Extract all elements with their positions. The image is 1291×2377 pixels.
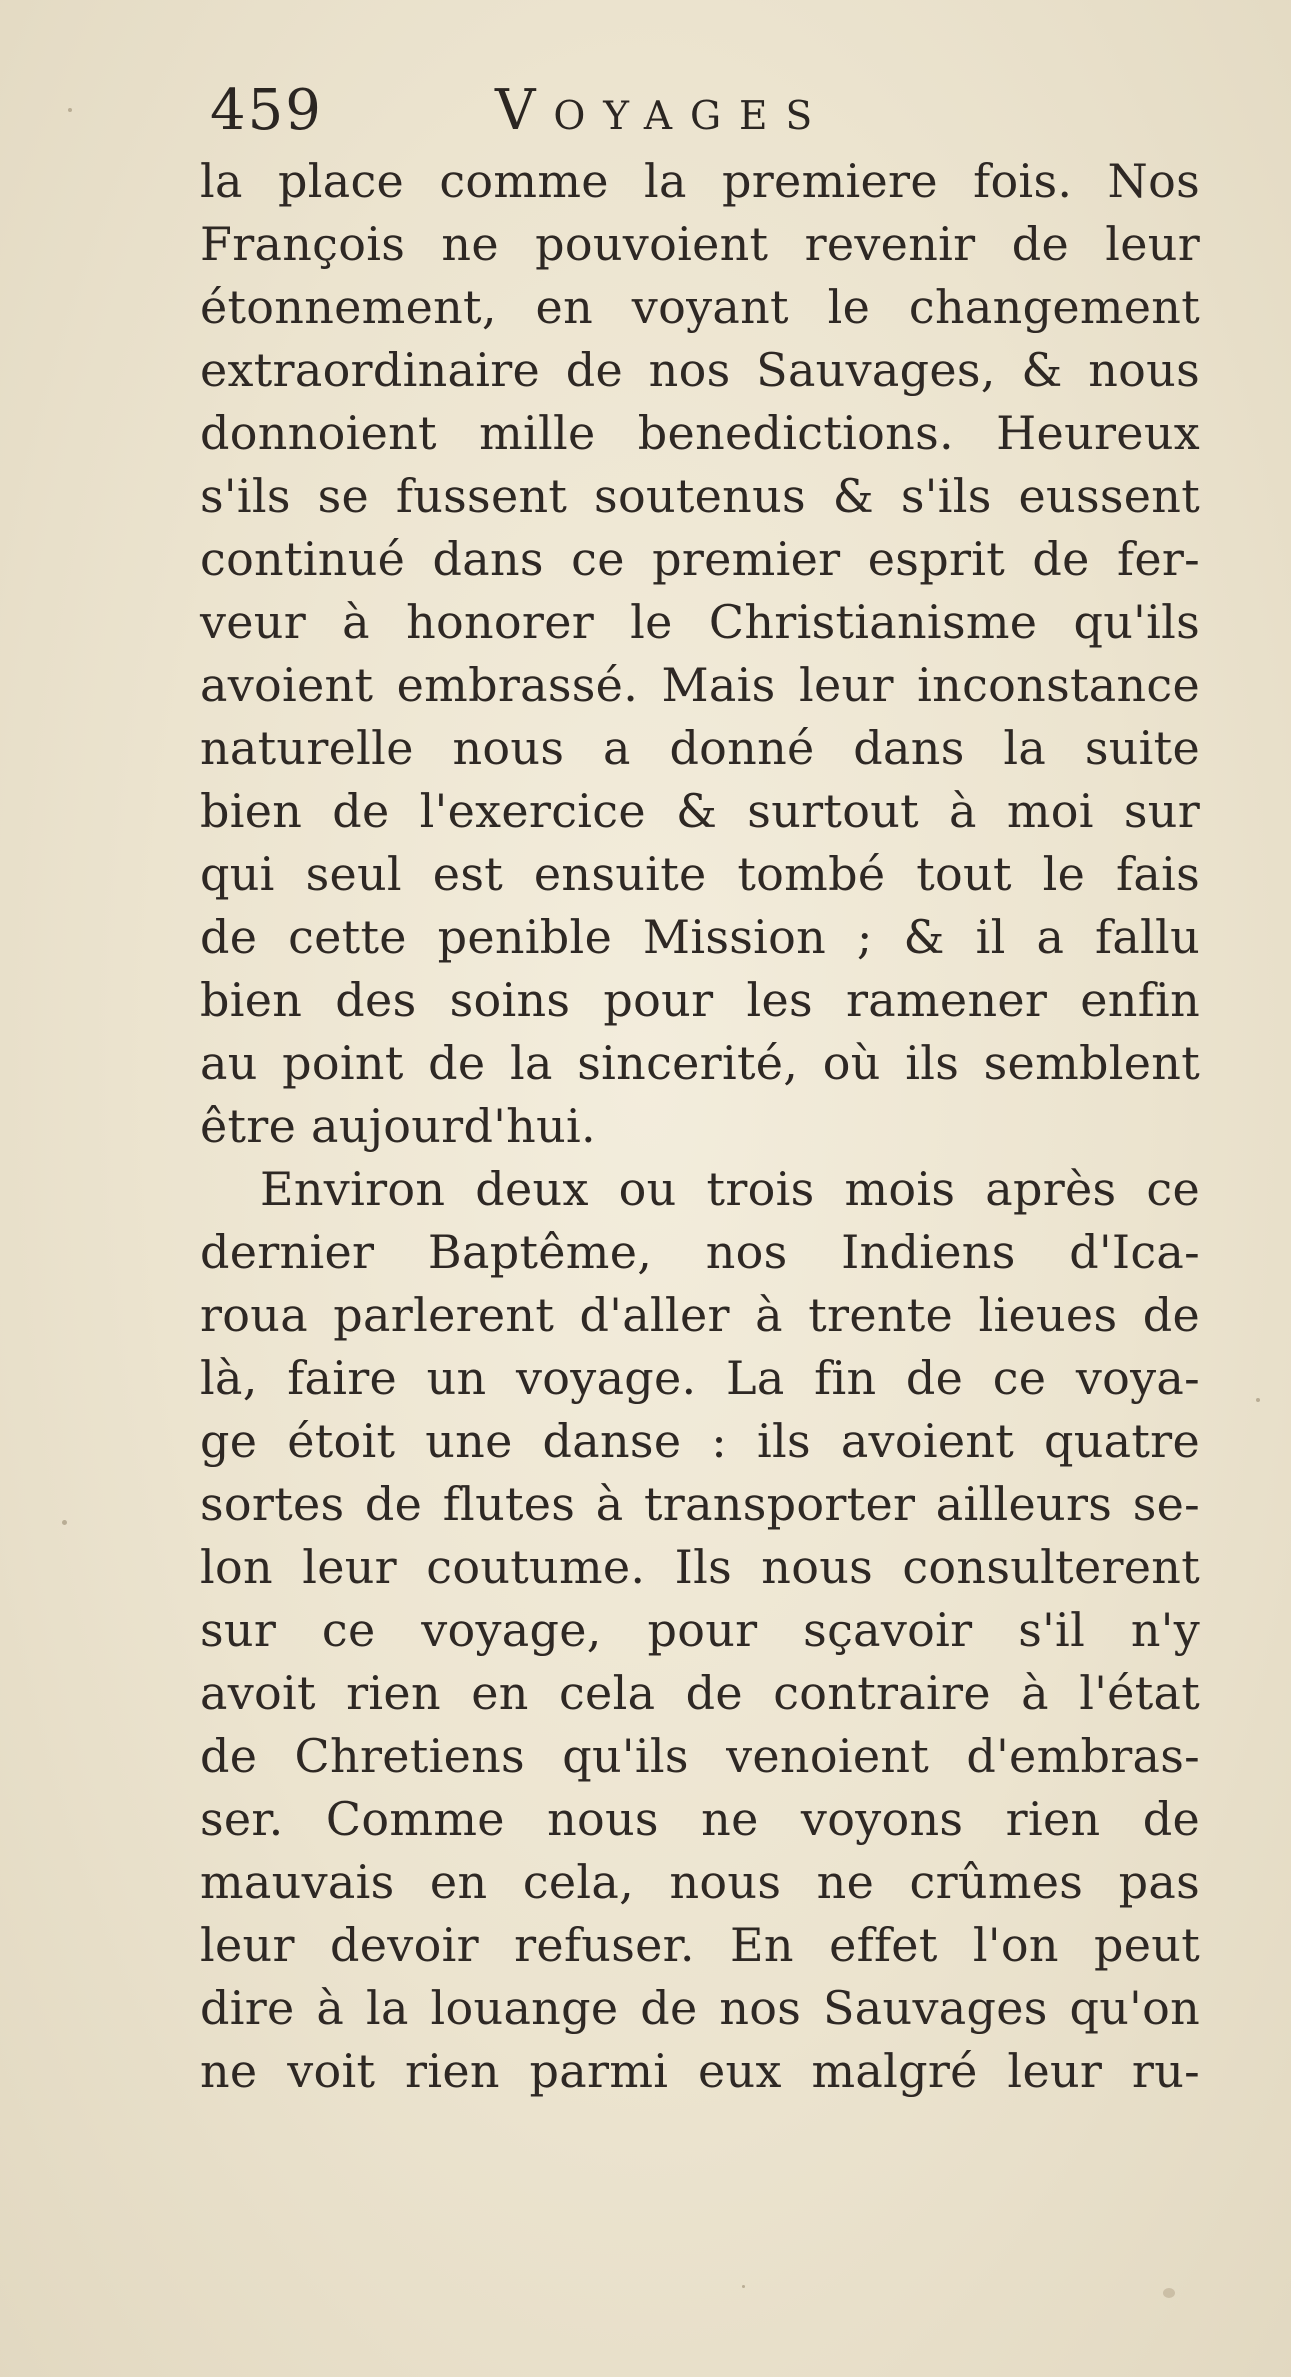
running-title: Voyages [495, 78, 831, 143]
paper-speck [742, 2285, 745, 2288]
paper-speck [62, 1520, 67, 1525]
paper-speck [1163, 2288, 1175, 2298]
paragraph-start-line: Environ deux ou trois mois après ce [260, 1162, 1200, 1216]
text-line: de cette penible Mission ; & il a fallu [200, 910, 1200, 964]
text-line: lon leur coutume. Ils nous consulterent [200, 1540, 1200, 1594]
text-line: s'ils se fussent soutenus & s'ils eussent [200, 469, 1200, 523]
text-line: qui seul est ensuite tombé tout le fais [200, 847, 1200, 901]
text-line: continué dans ce premier esprit de fer- [200, 532, 1200, 586]
paragraph-end-line: être aujourd'hui. [200, 1099, 596, 1153]
text-line: dire à la louange de nos Sauvages qu'on [200, 1981, 1200, 2035]
text-line: sur ce voyage, pour sçavoir s'il n'y [200, 1603, 1200, 1657]
text-line: bien de l'exercice & surtout à moi sur [200, 784, 1200, 838]
text-line: François ne pouvoient revenir de leur [200, 217, 1200, 271]
body-text [200, 150, 1200, 2103]
text-line: naturelle nous a donné dans la suite [200, 721, 1200, 775]
text-line: ser. Comme nous ne voyons rien de [200, 1792, 1200, 1846]
text-line: leur devoir refuser. En effet l'on peut [200, 1918, 1200, 1972]
text-line: avoient embrassé. Mais leur inconstance [200, 658, 1200, 712]
paper-speck [1256, 1398, 1260, 1402]
text-line: dernier Baptême, nos Indiens d'Ica- [200, 1225, 1200, 1279]
text-line: ge étoit une danse : ils avoient quatre [200, 1414, 1200, 1468]
text-line: sortes de flutes à transporter ailleurs se- [200, 1477, 1200, 1531]
paper-speck [68, 108, 72, 112]
running-head [210, 78, 1210, 148]
text-line: roua parlerent d'aller à trente lieues de [200, 1288, 1200, 1342]
text-line: de Chretiens qu'ils venoient d'embras- [200, 1729, 1200, 1783]
text-line: étonnement, en voyant le changement [200, 280, 1200, 334]
text-line: au point de la sincerité, où ils semblent [200, 1036, 1200, 1090]
text-line: là, faire un voyage. La fin de ce voya- [200, 1351, 1200, 1405]
page-number: 459 [210, 78, 323, 143]
text-line: bien des soins pour les ramener enfin [200, 973, 1200, 1027]
text-line: mauvais en cela, nous ne crûmes pas [200, 1855, 1200, 1909]
text-line: veur à honorer le Christianisme qu'ils [200, 595, 1200, 649]
text-line: extraordinaire de nos Sauvages, & nous [200, 343, 1200, 397]
text-line: la place comme la premiere fois. Nos [200, 154, 1200, 208]
text-line: donnoient mille benedictions. Heureux [200, 406, 1200, 460]
text-line: ne voit rien parmi eux malgré leur ru- [200, 2044, 1200, 2098]
text-line: avoit rien en cela de contraire à l'état [200, 1666, 1200, 1720]
